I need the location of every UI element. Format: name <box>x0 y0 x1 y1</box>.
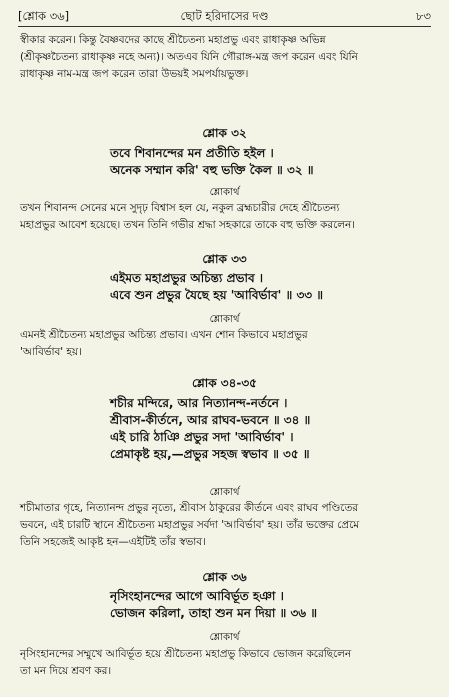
translation-label: শ্লোকার্থ <box>209 314 240 325</box>
intro-paragraph <box>20 32 430 83</box>
translation-line: এমনই শ্রীচৈতন্য মহাপ্রভুর অচিন্ত্য প্রভাব। এখন শোন কিভাবে মহাপ্রভুর <box>20 329 308 341</box>
verse-line: নৃসিংহানন্দের আগে আবির্ভূত হঞা । <box>110 589 284 603</box>
translation-line: তিনি সহজেই আকৃষ্ট হন—এইটিই তাঁর স্বভাব। <box>20 536 206 548</box>
verse-heading: শ্লোক ৩৬ <box>202 570 247 584</box>
translation-line: 'আবির্ভাব' হয়। <box>20 346 82 358</box>
verse-line: শ্রীবাস-কীর্তনে, আর রাঘব-ভবনে ॥ ৩৪ ॥ <box>110 413 311 427</box>
verse-text <box>110 270 323 304</box>
translation-paragraph <box>20 327 430 361</box>
translation-line: নৃসিংহানন্দের সম্মুখে আবির্ভূত হয়ে শ্রীচৈতন্য মহাপ্রভু কিভাবে ভোজন করেছিলেন <box>20 648 352 660</box>
translation-label: শ্লোকার্থ <box>209 632 240 643</box>
verse-line: ভোজন করিলা, তাহা শুন মন দিয়া ॥ ৩৬ ॥ <box>110 606 318 620</box>
verse-text <box>110 145 314 179</box>
running-header <box>18 6 431 26</box>
translation-paragraph <box>20 500 430 551</box>
header-chapter-title: ছোট হরিদাসের দণ্ড <box>180 9 269 23</box>
translation-line: ভবনে, এই চারটি স্থানে শ্রীচৈতন্য মহাপ্রভুর সর্বদা 'আবির্ভাব' হয়। তাঁর ভক্তের প্রেমে <box>20 519 360 531</box>
verse-text <box>110 588 317 622</box>
header-rule <box>18 26 431 27</box>
verse-line: শচীর মন্দিরে, আর নিত্যানন্দ-নর্তনে । <box>110 396 288 410</box>
header-verse-ref: [শ্লোক ৩৬] <box>18 9 70 23</box>
translation-paragraph <box>20 200 430 234</box>
verse-text <box>110 395 310 463</box>
verse-line: এই চারি ঠাঞি প্রভুর সদা 'আবির্ভাব' । <box>110 430 294 444</box>
verse-line: এবে শুন প্রভুর যৈছে হয় 'আবির্ভাব' ॥ ৩৩ ॥ <box>110 288 324 302</box>
translation-paragraph <box>20 646 430 680</box>
translation-line: তখন শিবানন্দ সেনের মনে সুদৃঢ় বিশ্বাস হল যে, নকুল ব্রহ্মচারীর দেহে শ্রীচৈতন্য <box>20 202 340 214</box>
intro-line: (শ্রীকৃষ্ণচৈতন্য রাধাকৃষ্ণ নহে অন্য)। অতএব যিনি গৌরাঙ্গ-মন্ত্র জপ করেন এবং যিনি <box>20 51 358 63</box>
page-number: ৮৩ <box>416 9 431 23</box>
verse-line: প্রেমাকৃষ্ট হয়,—প্রভুর সহজ স্বভাব ॥ ৩৫ ॥ <box>110 447 310 461</box>
verse-heading: শ্লোক ৩২ <box>202 126 247 140</box>
verse-line: এইমত মহাপ্রভুর অচিন্ত্য প্রভাব । <box>110 271 264 285</box>
translation-label: শ্লোকার্থ <box>209 187 240 198</box>
translation-line: তা মন দিয়ে শ্রবণ কর। <box>20 665 112 677</box>
translation-line: শচীমাতার গৃহে, নিত্যানন্দ প্রভুর নৃত্যে, শ্রীবাস ঠাকুরের কীর্তনে এবং রাঘব পণ্ডিতের <box>20 502 358 514</box>
verse-heading: শ্লোক ৩৪-৩৫ <box>192 376 257 390</box>
verse-line: তবে শিবানন্দের মন প্রতীতি হইল । <box>110 146 274 160</box>
intro-line: রাধাকৃষ্ণ নাম-মন্ত্র জপ করেন তারা উভয়ই সমপর্যায়ভুক্ত। <box>20 68 249 80</box>
verse-heading: শ্লোক ৩৩ <box>202 252 247 266</box>
translation-line: মহাপ্রভুর আবেশ হয়েছে। তখন তিনি গভীর শ্রদ্ধা সহকারে তাকে বহু ভক্তি করলেন। <box>20 219 355 231</box>
intro-line: স্বীকার করেন। কিন্তু বৈষ্ণবদের কাছে শ্রীচৈতন্য মহাপ্রভু এবং রাধাকৃষ্ণ অভিন্ন <box>20 34 326 46</box>
translation-label: শ্লোকার্থ <box>209 487 240 498</box>
verse-line: অনেক সম্মান করি' বহু ভক্তি কৈল ॥ ৩২ ॥ <box>110 163 314 177</box>
